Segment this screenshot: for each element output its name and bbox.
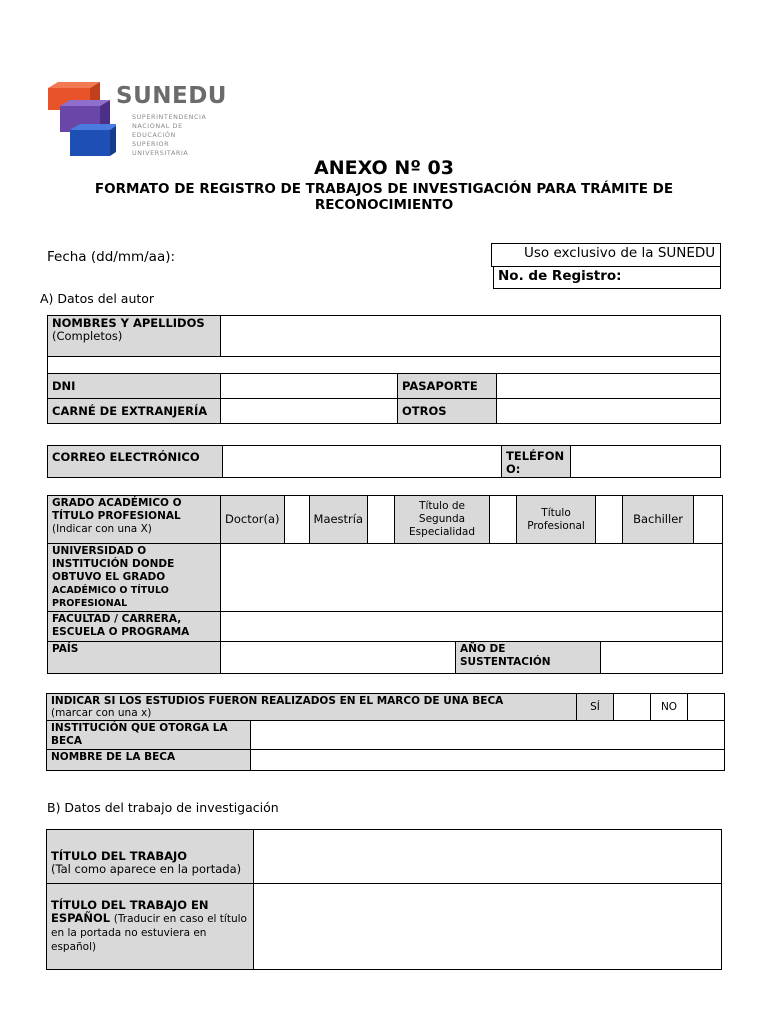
option-segunda-especialidad: Título de Segunda Especialidad: [395, 496, 490, 543]
option-maestria: Maestría: [309, 496, 368, 543]
telefono-input[interactable]: [571, 446, 721, 478]
universidad-input[interactable]: [221, 544, 723, 612]
otros-input[interactable]: [497, 399, 721, 423]
correo-table: [47, 445, 721, 478]
beca-si-checkbox[interactable]: [614, 694, 651, 720]
logo-subtitle: SUPERINTENDENCIA NACIONAL DE EDUCACIÓN SUPERIOR UNIVERSITARIA: [132, 113, 207, 157]
option-titulo-profesional: Título Profesional: [517, 496, 596, 543]
espanol-label: TÍTULO DEL TRABAJO EN ESPAÑOL (Traducir en caso el título en la portada no estuviera en español): [51, 898, 247, 953]
beca-institucion-label: INSTITUCIÓN QUE OTORGA LA BECA: [47, 721, 251, 750]
titulo-input[interactable]: [254, 830, 722, 884]
carne-input[interactable]: [221, 399, 398, 423]
option-doctor-checkbox[interactable]: [284, 496, 309, 543]
nombres-label: NOMBRES Y APELLIDOS: [52, 316, 205, 330]
page-subtitle: FORMATO DE REGISTRO DE TRABAJOS DE INVESTIGACIÓN PARA TRÁMITE DE RECONOCIMIENTO: [94, 181, 674, 213]
option-maestria-checkbox[interactable]: [368, 496, 395, 543]
pasaporte-input[interactable]: [497, 374, 721, 398]
trabajo-table: [46, 829, 722, 970]
option-bachiller-checkbox[interactable]: [694, 496, 722, 543]
beca-table: [46, 693, 725, 771]
section-a-heading: A) Datos del autor: [40, 291, 155, 306]
option-doctor: Doctor(a): [221, 496, 284, 543]
option-segunda-especialidad-checkbox[interactable]: [490, 496, 517, 543]
grado-label: GRADO ACADÉMICO O TÍTULO PROFESIONAL: [52, 497, 182, 522]
nombres-table: [47, 315, 721, 424]
uso-exclusivo-label: Uso exclusivo de la SUNEDU: [524, 245, 716, 261]
spacer-row: [48, 357, 721, 374]
beca-institucion-input[interactable]: [251, 721, 725, 750]
option-bachiller: Bachiller: [623, 496, 694, 543]
universidad-label-2: ACADÉMICO O TÍTULO PROFESIONAL: [52, 585, 169, 609]
beca-nombre-input[interactable]: [251, 750, 725, 771]
beca-nombre-label: NOMBRE DE LA BECA: [47, 750, 251, 771]
nombres-input[interactable]: [221, 316, 721, 357]
pais-input[interactable]: [221, 642, 456, 673]
pasaporte-label: PASAPORTE: [398, 374, 497, 398]
facultad-input[interactable]: [221, 612, 723, 642]
registro-box[interactable]: [493, 266, 721, 289]
pais-label: PAÍS: [48, 642, 221, 674]
facultad-label: FACULTAD / CARRERA, ESCUELA O PROGRAMA: [48, 612, 221, 642]
telefono-label: TELÉFON O:: [502, 446, 571, 478]
beca-no-label: NO: [651, 694, 688, 720]
titulo-label: TÍTULO DEL TRABAJO: [51, 849, 188, 863]
beca-no-checkbox[interactable]: [688, 694, 725, 720]
dni-label: DNI: [48, 374, 221, 399]
carne-label: CARNÉ DE EXTRANJERÍA: [48, 399, 221, 424]
option-titulo-profesional-checkbox[interactable]: [596, 496, 623, 543]
logo-name: SUNEDU: [116, 83, 227, 109]
sunedu-logo: [44, 80, 227, 160]
universidad-label: UNIVERSIDAD O INSTITUCIÓN DONDE OBTUVO EL GRADO: [52, 545, 175, 583]
grado-table: [47, 495, 723, 674]
fecha-label: Fecha (dd/mm/aa):: [47, 249, 176, 265]
registro-label: No. de Registro:: [498, 268, 622, 284]
uso-exclusivo-box: [491, 243, 721, 267]
espanol-input[interactable]: [254, 884, 722, 970]
section-b-heading: B) Datos del trabajo de investigación: [47, 800, 279, 815]
beca-question: INDICAR SI LOS ESTUDIOS FUERON REALIZADOS EN EL MARCO DE UNA BECA: [51, 695, 504, 707]
correo-input[interactable]: [223, 446, 502, 478]
anio-label: AÑO DE SUSTENTACIÓN: [456, 642, 601, 673]
beca-note: (marcar con una x): [51, 707, 152, 719]
grado-note: (Indicar con una X): [52, 523, 152, 535]
anio-input[interactable]: [601, 642, 723, 673]
logo-blocks-icon: [44, 80, 116, 160]
titulo-note: (Tal como aparece en la portada): [51, 862, 242, 876]
page-title: ANEXO Nº 03: [314, 157, 454, 179]
correo-label: CORREO ELECTRÓNICO: [48, 446, 223, 478]
dni-input[interactable]: [221, 374, 398, 398]
otros-label: OTROS: [398, 399, 497, 423]
nombres-note: (Completos): [52, 329, 123, 343]
beca-si-label: SÍ: [577, 694, 614, 720]
